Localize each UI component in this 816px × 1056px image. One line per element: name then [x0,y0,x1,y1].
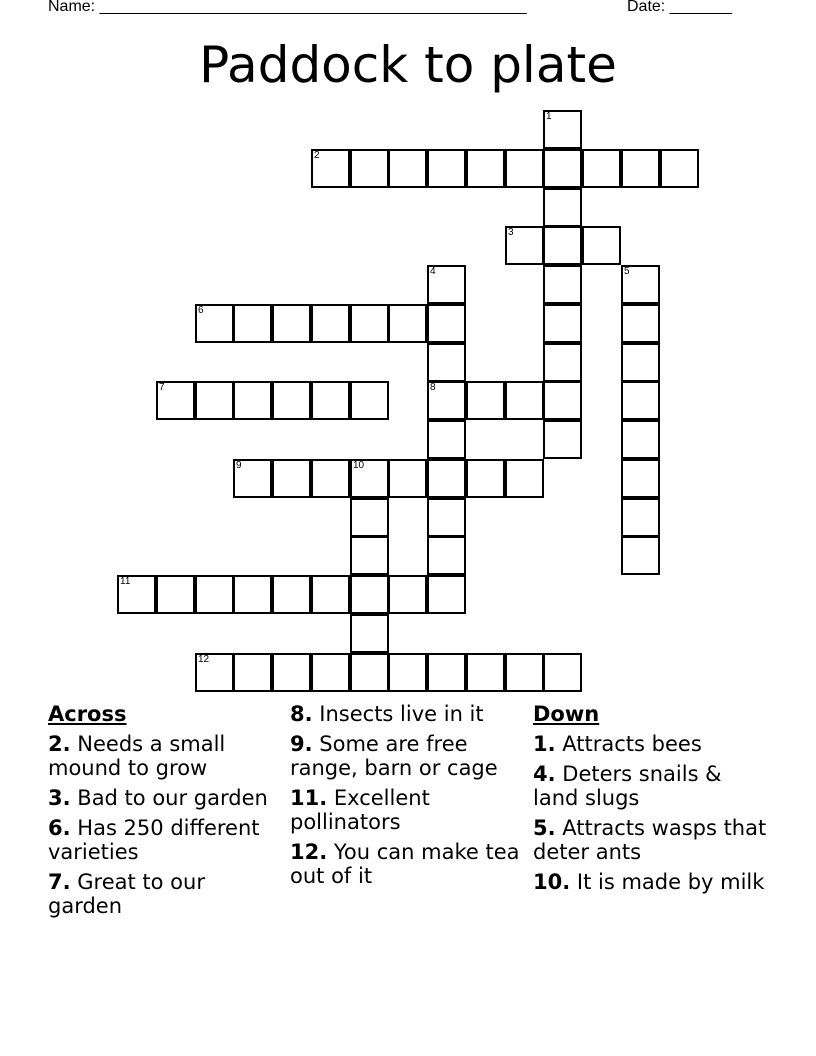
grid-cell[interactable] [350,498,389,537]
grid-cell[interactable] [427,265,466,304]
clue-text: It is made by milk [576,870,765,894]
grid-cell[interactable] [350,614,389,653]
grid-cell[interactable] [543,110,582,149]
grid-cell[interactable] [350,653,389,692]
clue-text: Has 250 different varieties [48,816,260,864]
grid-cell[interactable] [543,304,582,343]
clue-text: You can make tea out of it [290,840,520,888]
clue-number: 11. [290,786,328,810]
grid-cell[interactable] [117,575,156,614]
clue-across-12 [290,840,526,888]
grid-cell[interactable] [621,536,660,575]
grid-cell[interactable] [272,459,311,498]
clue-number: 10. [533,870,571,894]
clue-number: 1. [533,732,556,756]
grid-cell[interactable] [311,304,350,343]
across-continued-column [290,702,526,894]
grid-cell[interactable] [388,575,427,614]
grid-cell[interactable] [427,343,466,382]
clue-across-11 [290,786,526,834]
down-heading: Down [533,702,600,726]
clue-across-8 [290,702,526,726]
cell-number: 11 [120,576,131,587]
grid-cell[interactable] [350,149,389,188]
clue-number: 7. [48,870,71,894]
grid-cell[interactable] [660,149,699,188]
grid-cell[interactable] [543,653,582,692]
grid-cell[interactable] [195,575,234,614]
grid-cell[interactable] [621,420,660,459]
grid-cell[interactable] [388,459,427,498]
grid-cell[interactable] [195,381,234,420]
grid-cell[interactable] [311,459,350,498]
grid-cell[interactable] [582,226,621,265]
grid-cell[interactable] [156,381,195,420]
grid-cell[interactable] [272,653,311,692]
grid-cell[interactable] [233,381,272,420]
clue-number: 2. [48,732,71,756]
grid-cell[interactable] [427,149,466,188]
grid-cell[interactable] [621,343,660,382]
grid-cell[interactable] [427,459,466,498]
clue-text: Needs a small mound to grow [48,732,226,780]
grid-cell[interactable] [350,304,389,343]
grid-cell[interactable] [621,459,660,498]
clue-number: 5. [533,816,556,840]
clue-text: Insects live in it [319,702,484,726]
down-column [533,702,769,900]
grid-cell[interactable] [621,265,660,304]
grid-cell[interactable] [505,653,544,692]
grid-cell[interactable] [311,575,350,614]
grid-cell[interactable] [350,536,389,575]
grid-cell[interactable] [621,498,660,537]
across-column [48,702,284,924]
clue-text: Attracts bees [562,732,702,756]
grid-cell[interactable] [427,498,466,537]
clue-text: Some are free range, barn or cage [290,732,498,780]
clue-text: Excellent pollinators [290,786,430,834]
cell-number: 1 [546,111,552,122]
name-field[interactable]: Name: ________________________________________________ [48,0,527,15]
grid-cell[interactable] [233,459,272,498]
grid-cell[interactable] [233,653,272,692]
grid-cell[interactable] [505,149,544,188]
grid-cell[interactable] [621,381,660,420]
grid-cell[interactable] [311,381,350,420]
cell-number: 6 [198,305,204,316]
grid-cell[interactable] [195,653,234,692]
grid-cell[interactable] [388,653,427,692]
grid-cell[interactable] [466,149,505,188]
grid-cell[interactable] [350,459,389,498]
page-title: Paddock to plate [199,36,617,94]
cell-number: 12 [198,654,210,665]
grid-cell[interactable] [582,149,621,188]
cell-number: 7 [159,382,165,393]
cell-number: 8 [430,382,436,393]
clue-number: 4. [533,762,556,786]
grid-cell[interactable] [311,653,350,692]
grid-cell[interactable] [505,381,544,420]
grid-cell[interactable] [466,459,505,498]
clue-number: 8. [290,702,313,726]
grid-cell[interactable] [543,343,582,382]
cell-number: 3 [508,227,514,238]
clue-down-10 [533,870,769,894]
grid-cell[interactable] [233,304,272,343]
cell-number: 5 [624,266,630,277]
grid-cell[interactable] [427,420,466,459]
clue-across-9 [290,732,526,780]
cell-number: 2 [314,150,320,161]
clue-down-4 [533,762,769,810]
clue-down-5 [533,816,769,864]
grid-cell[interactable] [543,149,582,188]
grid-cell[interactable] [388,149,427,188]
grid-cell[interactable] [272,304,311,343]
cell-number: 4 [430,266,436,277]
clue-text: Attracts wasps that deter ants [533,816,767,864]
clue-number: 9. [290,732,313,756]
clue-number: 6. [48,816,71,840]
grid-cell[interactable] [388,304,427,343]
cell-number: 9 [236,460,242,471]
clue-number: 12. [290,840,328,864]
grid-cell[interactable] [427,304,466,343]
grid-cell[interactable] [195,304,234,343]
clue-number: 3. [48,786,71,810]
grid-cell[interactable] [427,653,466,692]
clue-across-6 [48,816,284,864]
grid-cell[interactable] [543,188,582,227]
clue-across-7 [48,870,284,918]
grid-cell[interactable] [466,381,505,420]
grid-cell[interactable] [233,575,272,614]
grid-cell[interactable] [466,653,505,692]
grid-cell[interactable] [543,265,582,304]
grid-cell[interactable] [350,381,389,420]
clue-text: Bad to our garden [77,786,268,810]
grid-cell[interactable] [505,226,544,265]
grid-cell[interactable] [621,149,660,188]
grid-cell[interactable] [543,420,582,459]
date-field[interactable]: Date: _______ [627,0,732,15]
grid-cell[interactable] [621,304,660,343]
grid-cell[interactable] [350,575,389,614]
grid-cell[interactable] [427,536,466,575]
grid-cell[interactable] [272,575,311,614]
grid-cell[interactable] [272,381,311,420]
grid-cell[interactable] [156,575,195,614]
clue-across-3 [48,786,284,810]
grid-cell[interactable] [427,575,466,614]
grid-cell[interactable] [505,459,544,498]
grid-cell[interactable] [427,381,466,420]
clue-text: Great to our garden [48,870,205,918]
across-heading: Across [48,702,127,726]
cell-number: 10 [353,460,365,471]
clue-text: Deters snails & land slugs [533,762,722,810]
grid-cell[interactable] [543,381,582,420]
grid-cell[interactable] [543,226,582,265]
clue-down-1 [533,732,769,756]
clue-across-2 [48,732,284,780]
grid-cell[interactable] [311,149,350,188]
